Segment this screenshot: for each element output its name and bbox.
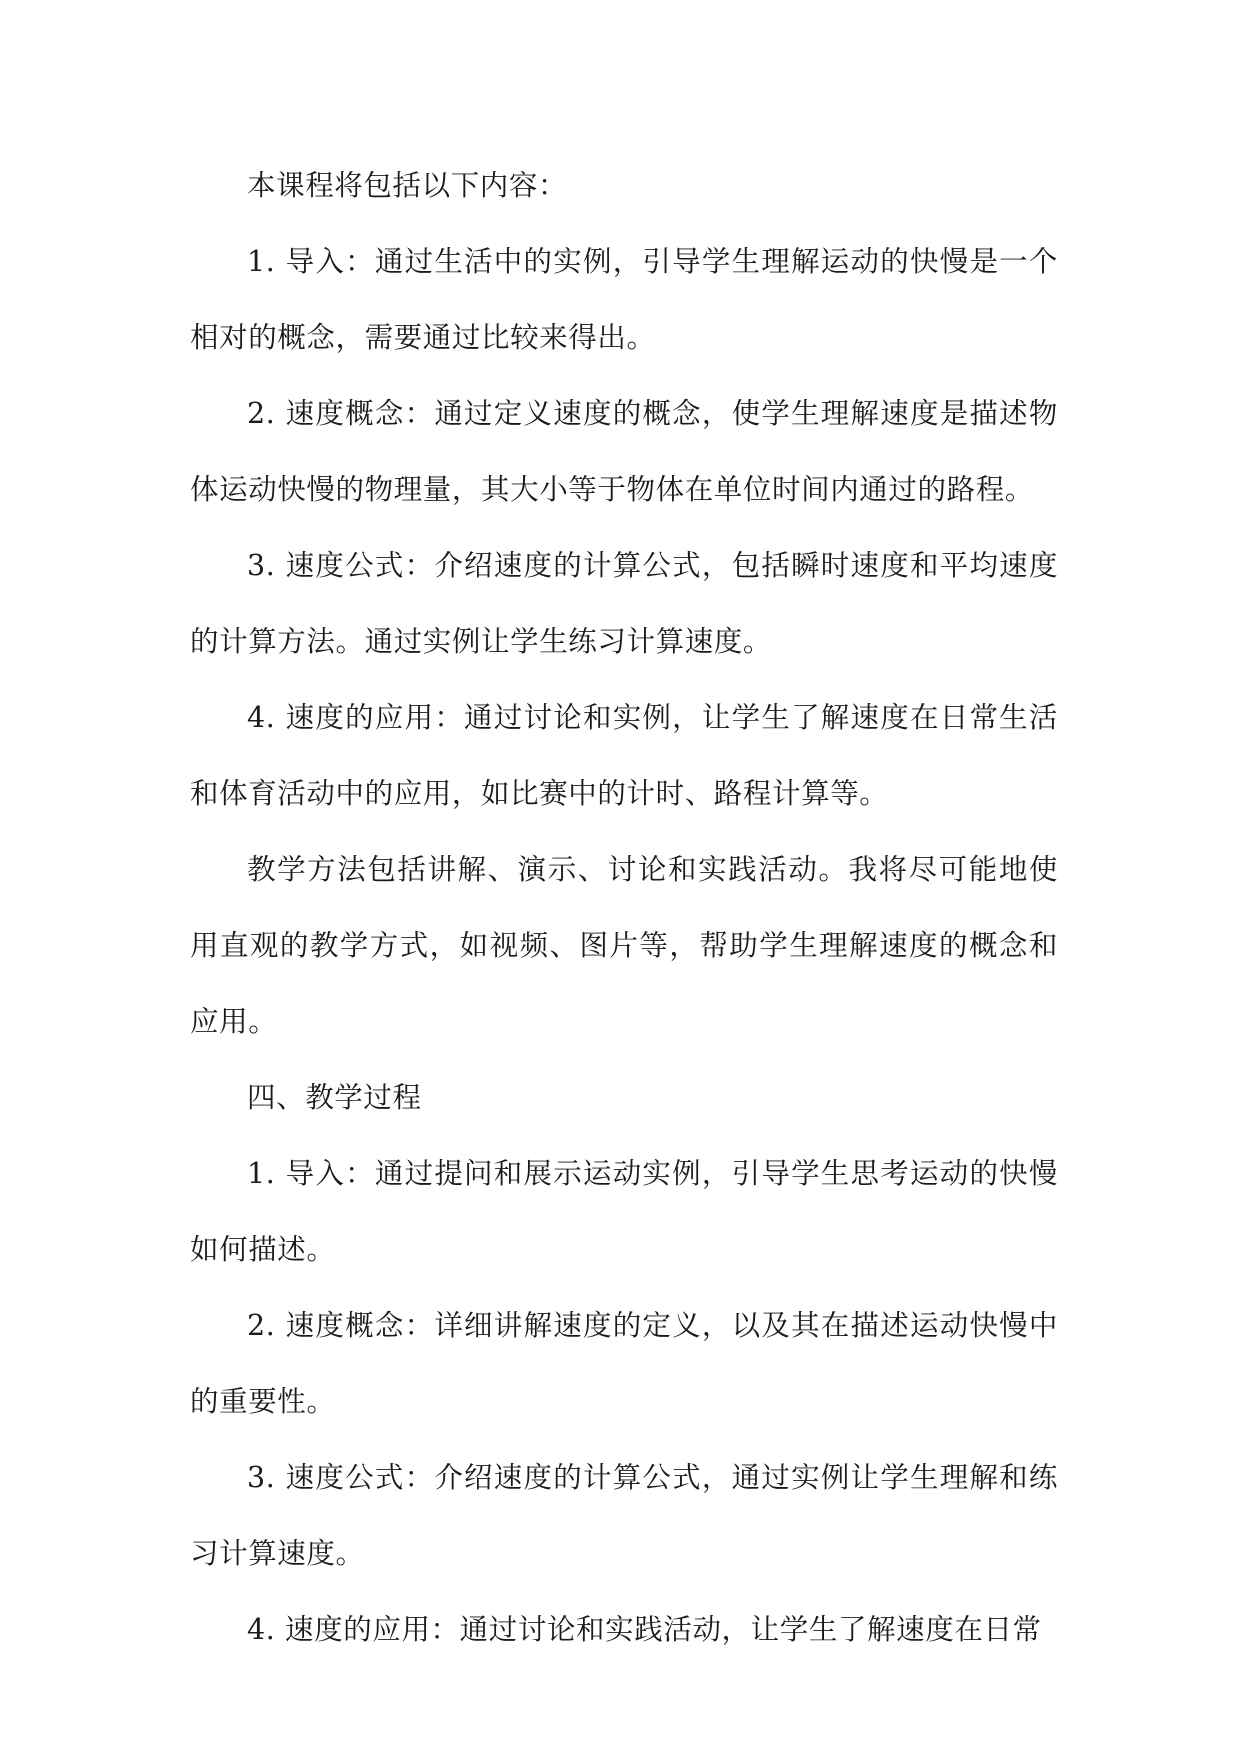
- paragraph-process-2: 2. 速度概念：详细讲解速度的定义，以及其在描述运动快慢中的重要性。: [190, 1309, 1058, 1418]
- paragraph-teaching-methods: 教学方法包括讲解、演示、讨论和实践活动。我将尽可能地使用直观的教学方式，如视频、图片等，帮助学生理解速度的概念和应用。: [190, 853, 1058, 1038]
- paragraph-item-3: 3. 速度公式：介绍速度的计算公式，包括瞬时速度和平均速度的计算方法。通过实例让学生练习计算速度。: [190, 549, 1058, 658]
- paragraph-process-3: 3. 速度公式：介绍速度的计算公式，通过实例让学生理解和练习计算速度。: [190, 1461, 1058, 1570]
- paragraph-process-1: 1. 导入：通过提问和展示运动实例，引导学生思考运动的快慢如何描述。: [190, 1157, 1058, 1266]
- paragraph-process-4: 4. 速度的应用：通过讨论和实践活动，让学生了解速度在日常: [247, 1613, 1042, 1646]
- document-page: [190, 148, 1058, 1668]
- paragraph-item-1: 1. 导入：通过生活中的实例，引导学生理解运动的快慢是一个相对的概念，需要通过比较来得出。: [190, 245, 1058, 354]
- section-heading: 四、教学过程: [247, 1081, 422, 1114]
- paragraph-item-2: 2. 速度概念：通过定义速度的概念，使学生理解速度是描述物体运动快慢的物理量，其大小等于物体在单位时间内通过的路程。: [190, 397, 1058, 506]
- paragraph-intro: 本课程将包括以下内容：: [247, 169, 568, 202]
- paragraph-item-4: 4. 速度的应用：通过讨论和实例，让学生了解速度在日常生活和体育活动中的应用，如比赛中的计时、路程计算等。: [190, 701, 1058, 810]
